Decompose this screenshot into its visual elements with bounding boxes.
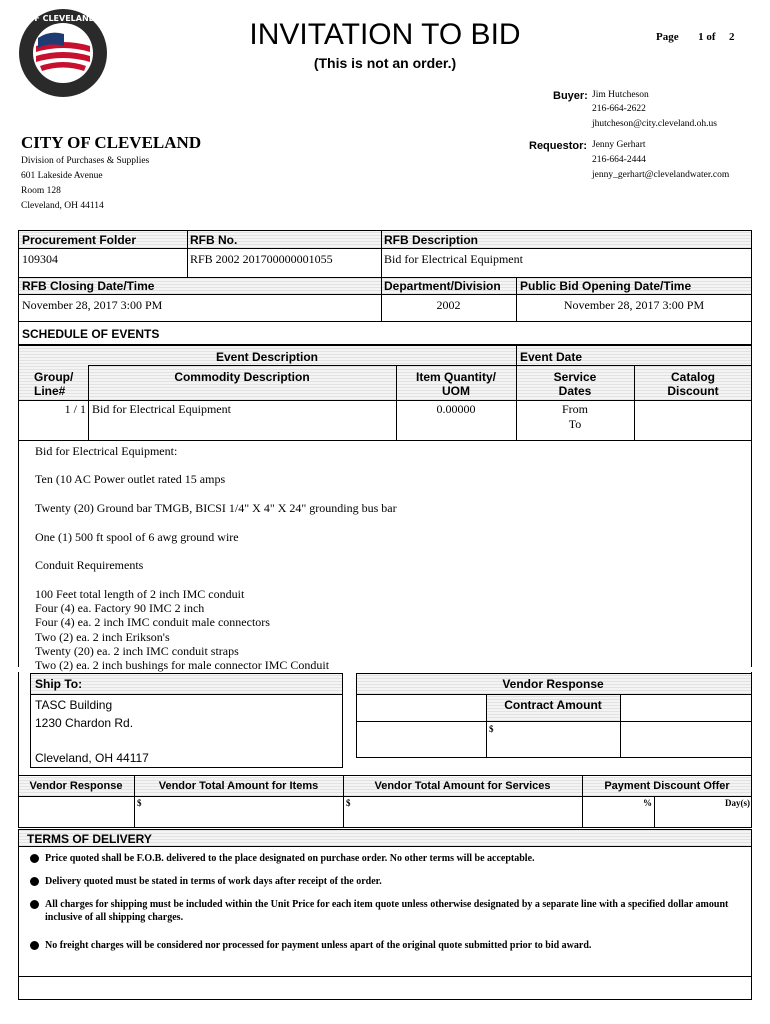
page-label: Page xyxy=(656,31,679,43)
group-label-line1: Group/ xyxy=(34,370,74,384)
opening-date-value: November 28, 2017 3:00 PM xyxy=(563,298,705,312)
page-subtitle: (This is not an order.) xyxy=(313,55,457,71)
procurement-folder-value: 109304 xyxy=(22,252,58,266)
ship-to-label: Ship To: xyxy=(35,677,83,691)
description-line: Ten (10 AC Power outlet rated 15 amps xyxy=(35,472,226,486)
vendor-response-title: Vendor Response xyxy=(502,677,604,691)
description-line: Bid for Electrical Equipment: xyxy=(35,444,178,458)
term-text: Delivery quoted must be stated in terms of work days after receipt of the order. xyxy=(45,876,382,887)
schedule-title: SCHEDULE OF EVENTS xyxy=(22,327,160,341)
term-text: Price quoted shall be F.O.B. delivered to the place designated on purchase order. No other terms will be acceptable. xyxy=(45,853,535,864)
row-description: Bid for Electrical Equipment xyxy=(92,402,231,416)
description-line: 100 Feet total length of 2 inch IMC conduit xyxy=(35,587,245,601)
service-dates-label xyxy=(516,370,634,398)
event-date-label: Event Date xyxy=(520,350,583,364)
issuer-address-line: 601 Lakeside Avenue xyxy=(21,171,103,181)
description-line: Two (2) ea. 2 inch Erikson's xyxy=(35,630,170,644)
ship-to-line3: Cleveland, OH 44117 xyxy=(35,751,149,765)
catalog-label-line2: Discount xyxy=(667,384,719,398)
ship-to-line2: 1230 Chardon Rd. xyxy=(35,716,134,730)
discount-days-input[interactable] xyxy=(656,798,750,826)
rfb-description-value: Bid for Electrical Equipment xyxy=(384,252,523,266)
catalog-discount-label xyxy=(634,370,752,398)
description-line: Twenty (20) ea. 2 inch IMC conduit straps xyxy=(35,644,239,658)
issuer-address-line: Cleveland, OH 44114 xyxy=(21,201,104,211)
requestor-email[interactable]: jenny_gerhart@clevelandwater.com xyxy=(592,170,730,180)
group-label-line2: Line# xyxy=(34,384,66,398)
requestor-phone: 216-664-2444 xyxy=(592,155,646,165)
contract-amount-label: Contract Amount xyxy=(504,698,602,712)
requestor-name: Jenny Gerhart xyxy=(592,140,646,150)
page-of: of xyxy=(706,31,716,43)
percent-sign: % xyxy=(643,798,652,808)
term-text: All charges for shipping must be included within the Unit Price for each item quote unless otherwise designated by a separate line with a specified dollar amount inclusive of all shipping charges. xyxy=(45,899,729,923)
item-quantity-label xyxy=(396,370,516,398)
service-label-line2: Dates xyxy=(558,384,592,398)
items-dollar: $ xyxy=(137,798,142,808)
issuer-name: CITY OF CLEVELAND xyxy=(21,133,202,152)
row-service-to: To xyxy=(568,417,582,431)
issuer-address-line: Room 128 xyxy=(21,186,61,196)
description-line: Four (4) ea. 2 inch IMC conduit male connectors xyxy=(35,615,270,629)
description-line: One (1) 500 ft spool of 6 awg ground wire xyxy=(35,530,239,544)
services-dollar: $ xyxy=(346,798,351,808)
rfb-no-label: RFB No. xyxy=(190,233,238,247)
issuer-address-line: Division of Purchases & Supplies xyxy=(21,156,150,166)
page-title: INVITATION TO BID xyxy=(249,18,521,51)
contract-amount-input[interactable] xyxy=(489,724,617,756)
page-indicator xyxy=(656,31,735,43)
closing-date-value: November 28, 2017 3:00 PM xyxy=(22,298,163,312)
payment-discount-label: Payment Discount Offer xyxy=(604,780,730,792)
days-label: Day(s) xyxy=(725,798,750,808)
department-value: 2002 xyxy=(436,298,461,312)
vendor-response-input[interactable] xyxy=(19,797,133,827)
commodity-description-label: Commodity Description xyxy=(174,370,310,384)
totals-items-label: Vendor Total Amount for Items xyxy=(158,780,319,792)
description-line: Two (2) ea. 2 inch bushings for male connector IMC Conduit xyxy=(35,658,330,672)
description-line: Four (4) ea. Factory 90 IMC 2 inch xyxy=(35,601,205,615)
contract-amount-dollar: $ xyxy=(489,724,494,734)
qty-label-line2: UOM xyxy=(442,384,470,398)
ship-to-line1: TASC Building xyxy=(35,698,113,712)
discount-percent-input[interactable] xyxy=(584,798,652,826)
requestor-label: Requestor: xyxy=(529,140,588,152)
terms-title: TERMS OF DELIVERY xyxy=(27,832,152,846)
bullet-icon xyxy=(30,900,39,909)
procurement-folder-label: Procurement Folder xyxy=(22,233,137,247)
rfb-no-value: RFB 2002 201700000001055 xyxy=(190,252,333,266)
buyer-name: Jim Hutcheson xyxy=(592,90,649,100)
svg-text:CITY OF CLEVELAND OHIO: CITY OF CLEVELAND OHIO xyxy=(4,14,122,23)
totals-vendor-response-label: Vendor Response xyxy=(29,780,123,792)
description-line: Conduit Requirements xyxy=(35,558,144,572)
opening-date-label: Public Bid Opening Date/Time xyxy=(520,279,692,293)
catalog-label-line1: Catalog xyxy=(670,370,715,384)
buyer-phone: 216-664-2622 xyxy=(592,104,646,114)
page-total: 2 xyxy=(729,31,735,43)
closing-date-label: RFB Closing Date/Time xyxy=(22,279,155,293)
group-line-label xyxy=(34,370,73,398)
row-service-from: From xyxy=(561,402,588,416)
term-text: No freight charges will be considered nor processed for payment unless apart of the original quote submitted prior to bid award. xyxy=(45,940,592,951)
items-total-input[interactable] xyxy=(137,798,341,826)
services-total-input[interactable] xyxy=(346,798,580,826)
qty-label-line1: Item Quantity/ xyxy=(415,370,496,384)
totals-services-label: Vendor Total Amount for Services xyxy=(374,780,551,792)
buyer-email[interactable]: jhutcheson@city.cleveland.oh.us xyxy=(592,119,718,129)
rfb-description-label: RFB Description xyxy=(384,233,479,247)
buyer-label: Buyer: xyxy=(553,90,588,102)
description-line: Twenty (20) Ground bar TMGB, BICSI 1/4" X 4" X 24" grounding bus bar xyxy=(35,501,397,515)
bullet-icon xyxy=(30,941,39,950)
event-description-label: Event Description xyxy=(215,350,319,364)
page-number: 1 xyxy=(698,31,704,43)
row-line-number: 1 / 1 xyxy=(64,402,86,416)
bullet-icon xyxy=(30,854,39,863)
row-quantity: 0.00000 xyxy=(436,402,476,416)
service-label-line1: Service xyxy=(553,370,597,384)
bullet-icon xyxy=(30,877,39,886)
department-label: Department/Division xyxy=(384,279,501,293)
